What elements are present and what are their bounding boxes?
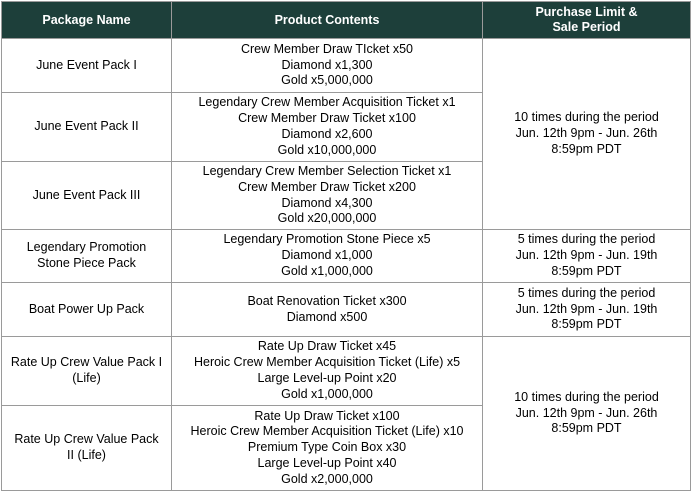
product-contents-cell bbox=[172, 283, 483, 337]
content-line: Premium Type Coin Box x30 bbox=[247, 440, 407, 455]
content-line: Heroic Crew Member Acquisition Ticket (Life) x10 bbox=[190, 424, 464, 439]
content-line: Rate Up Draw Ticket x45 bbox=[257, 339, 397, 354]
purchase-limit-cell bbox=[483, 230, 691, 283]
content-line: Diamond x4,300 bbox=[281, 195, 373, 210]
content-line: Diamond x1,300 bbox=[281, 57, 373, 72]
content-line: Diamond x1,000 bbox=[281, 248, 373, 263]
package-name: (Life) bbox=[72, 371, 101, 385]
content-line: Large Level-up Point x20 bbox=[257, 371, 397, 385]
content-line: Large Level-up Point x40 bbox=[257, 455, 397, 470]
limit-line: 8:59pm PDT bbox=[551, 317, 622, 332]
package-name: II (Life) bbox=[67, 448, 106, 462]
package-name-cell bbox=[2, 39, 172, 93]
content-line: Diamond x500 bbox=[286, 309, 368, 324]
purchase-limit-cell bbox=[483, 337, 691, 491]
header-product-contents: Product Contents bbox=[172, 2, 483, 39]
purchase-limit-cell bbox=[483, 39, 691, 230]
table-row bbox=[2, 230, 691, 283]
limit-line: 5 times during the period bbox=[517, 285, 656, 300]
package-name: Rate Up Crew Value Pack bbox=[14, 432, 159, 447]
limit-line: Jun. 12th 9pm - Jun. 19th bbox=[515, 248, 658, 263]
product-contents-cell bbox=[172, 93, 483, 162]
content-line: Crew Member Draw Ticket x100 bbox=[238, 111, 416, 126]
limit-line: Jun. 12th 9pm - Jun. 19th bbox=[515, 301, 658, 316]
limit-line: 8:59pm PDT bbox=[551, 421, 622, 436]
header-purchase-limit: Purchase Limit & Sale Period bbox=[483, 2, 691, 39]
limit-line: 10 times during the period bbox=[514, 110, 659, 125]
content-line: Gold x2,000,000 bbox=[281, 471, 373, 486]
package-name: June Event Pack II bbox=[34, 119, 139, 134]
content-line: Crew Member Draw Ticket x200 bbox=[238, 179, 416, 194]
limit-line: 10 times during the period bbox=[514, 389, 659, 404]
limit-line: Jun. 12th 9pm - Jun. 26th bbox=[515, 405, 658, 420]
header-row bbox=[2, 2, 691, 39]
content-line: Gold x20,000,000 bbox=[277, 211, 377, 226]
package-table bbox=[1, 1, 691, 491]
content-line: Rate Up Draw Ticket x100 bbox=[254, 408, 400, 423]
package-name-cell bbox=[2, 230, 172, 283]
package-name: Legendary Promotion bbox=[26, 240, 147, 255]
package-name: June Event Pack I bbox=[36, 57, 137, 72]
content-line: Gold x1,000,000 bbox=[281, 386, 373, 401]
product-contents-cell bbox=[172, 406, 483, 491]
limit-line: 8:59pm PDT bbox=[551, 263, 622, 278]
content-line: Gold x1,000,000 bbox=[281, 263, 373, 278]
product-contents-cell bbox=[172, 337, 483, 406]
product-contents-cell bbox=[172, 162, 483, 230]
package-name: Rate Up Crew Value Pack I bbox=[10, 355, 163, 370]
content-line: Heroic Crew Member Acquisition Ticket (Life) x5 bbox=[193, 355, 461, 370]
limit-line: 5 times during the period bbox=[517, 232, 656, 247]
package-name-cell bbox=[2, 337, 172, 406]
table-row bbox=[2, 283, 691, 337]
product-contents-cell bbox=[172, 230, 483, 283]
package-name-cell bbox=[2, 406, 172, 491]
table-row bbox=[2, 39, 691, 93]
content-line: Legendary Crew Member Selection Ticket x1 bbox=[202, 163, 452, 178]
product-contents-cell bbox=[172, 39, 483, 93]
content-line: Crew Member Draw TIcket x50 bbox=[240, 41, 414, 56]
content-line: Gold x10,000,000 bbox=[277, 142, 377, 157]
table-row bbox=[2, 337, 691, 406]
package-name: Stone Piece Pack bbox=[37, 256, 136, 270]
package-name-cell bbox=[2, 93, 172, 162]
package-name: June Event Pack III bbox=[32, 187, 141, 202]
package-name-cell bbox=[2, 283, 172, 337]
header-package-name: Package Name bbox=[2, 2, 172, 39]
content-line: Boat Renovation Ticket x300 bbox=[247, 293, 407, 308]
limit-line: Jun. 12th 9pm - Jun. 26th bbox=[515, 126, 658, 141]
content-line: Diamond x2,600 bbox=[281, 127, 373, 141]
purchase-limit-cell bbox=[483, 283, 691, 337]
content-line: Gold x5,000,000 bbox=[281, 73, 373, 88]
content-line: Legendary Promotion Stone Piece x5 bbox=[223, 232, 431, 247]
limit-line: 8:59pm PDT bbox=[551, 141, 622, 156]
content-line: Legendary Crew Member Acquisition Ticket x1 bbox=[198, 95, 456, 110]
package-name: Boat Power Up Pack bbox=[28, 301, 145, 316]
package-name-cell bbox=[2, 162, 172, 230]
